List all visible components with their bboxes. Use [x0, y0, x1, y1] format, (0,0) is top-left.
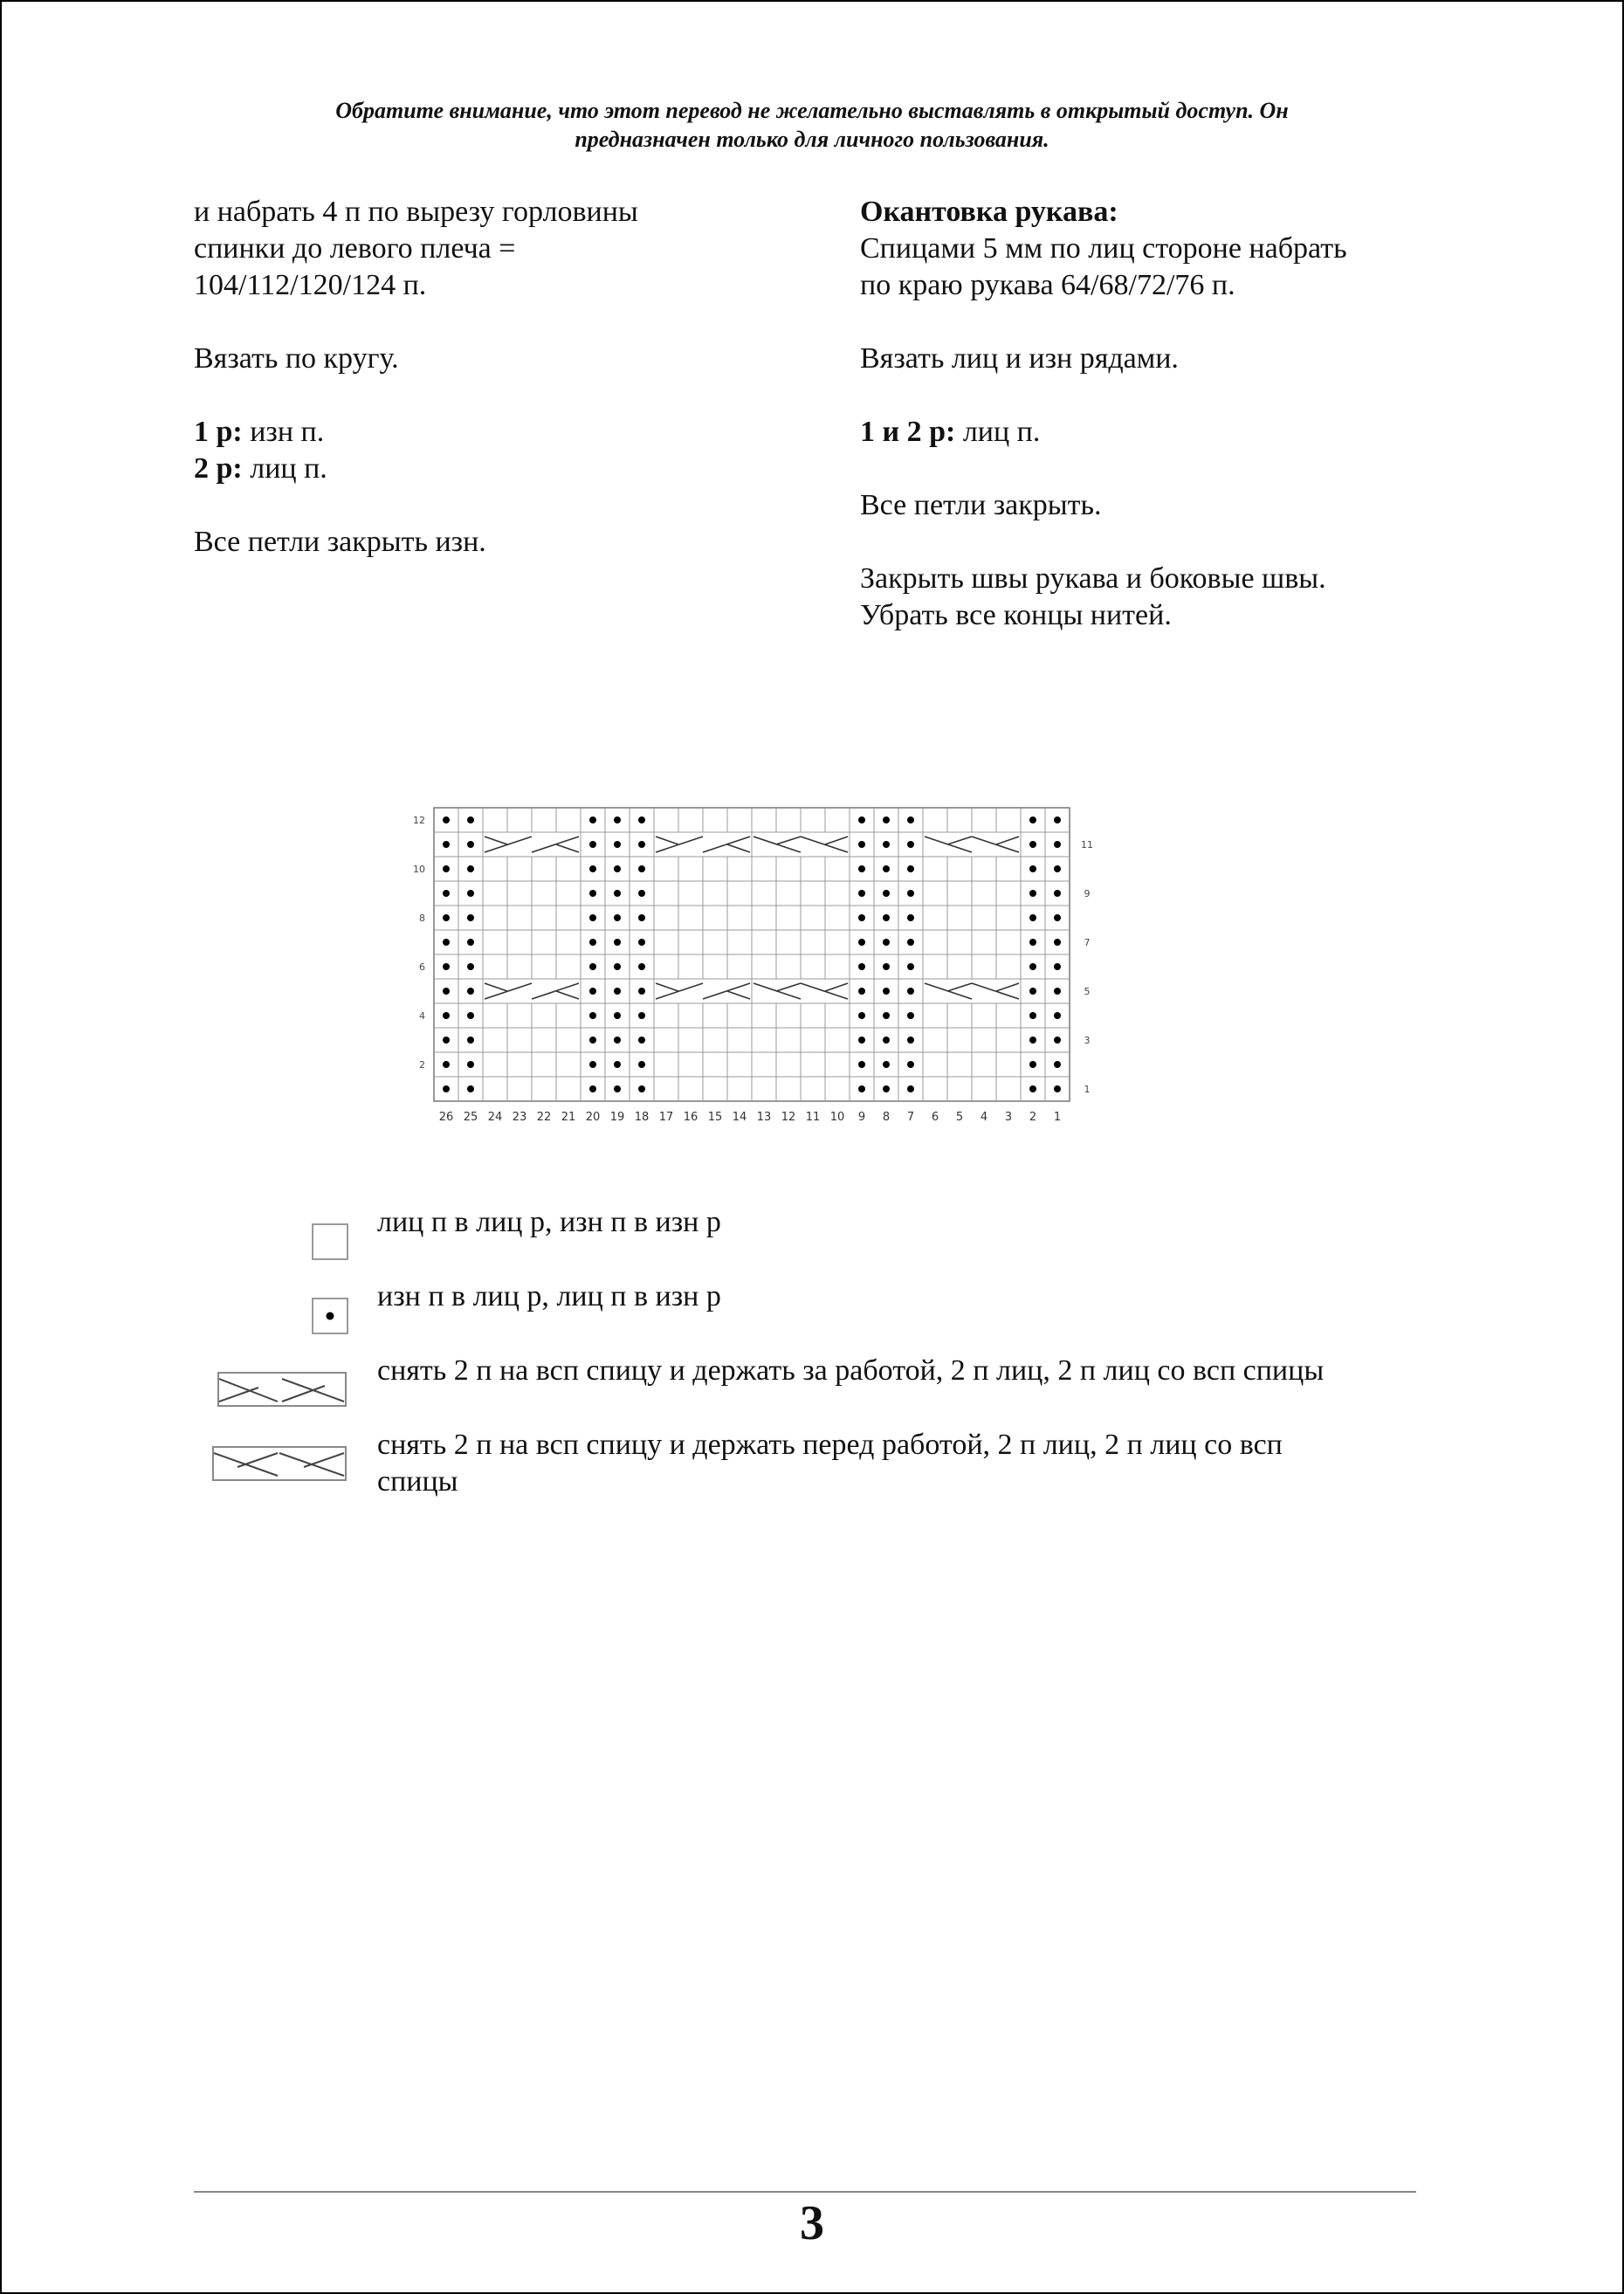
column-label: 13: [756, 1111, 772, 1124]
purl-dot: [614, 914, 621, 921]
purl-dot: [467, 963, 474, 970]
purl-dot: [614, 890, 621, 897]
right-paragraph-5: [860, 561, 1471, 634]
row-2-instruction: [194, 451, 805, 487]
purl-dot: [467, 816, 474, 823]
purl-dot: [858, 939, 865, 946]
purl-dot: [858, 1085, 865, 1092]
purl-dot: [467, 1061, 474, 1068]
column-label: 23: [512, 1111, 527, 1124]
purl-dot: [907, 963, 914, 970]
purl-dot: [443, 890, 450, 897]
column-label: 16: [683, 1111, 698, 1124]
purl-dot: [467, 841, 474, 848]
purl-dot: [638, 816, 645, 823]
column-label: 24: [487, 1111, 503, 1124]
purl-dot: [614, 1061, 621, 1068]
sleeve-edging-heading: Окантовка рукава:: [860, 196, 1118, 228]
purl-dot: [1029, 1085, 1036, 1092]
purl-dot: [1054, 841, 1061, 848]
purl-dot: [1029, 1012, 1036, 1019]
purl-dot: [614, 865, 621, 872]
column-label: 8: [882, 1111, 891, 1124]
rows-1-2-text: лиц п.: [955, 416, 1041, 448]
column-label: 17: [658, 1111, 674, 1124]
left-p1-line3: 104/112/120/124 п.: [194, 269, 427, 301]
purl-dot: [907, 890, 914, 897]
row-label-left: 2: [419, 1059, 425, 1071]
row-label-right: 5: [1084, 986, 1091, 997]
purl-dot: [1029, 841, 1036, 848]
purl-dot: [443, 1085, 450, 1092]
row-label-right: 9: [1084, 888, 1091, 899]
legend-cable-back-text: снять 2 п на всп спицу и держать за работой, 2 п лиц, 2 п лиц со всп спицы: [377, 1354, 1325, 1387]
purl-dot: [589, 890, 596, 897]
purl-dot: [614, 1012, 621, 1019]
purl-dot: [883, 1061, 890, 1068]
purl-dot: [907, 1085, 914, 1092]
purl-dot: [1054, 1012, 1061, 1019]
column-label: 14: [732, 1111, 747, 1124]
notice-line-1: Обратите внимание, что этот перевод не желательно выставлять в открытый доступ. Он: [335, 98, 1289, 123]
purl-dot: [589, 816, 596, 823]
column-label: 12: [781, 1111, 796, 1124]
column-label: 10: [829, 1111, 845, 1124]
purl-dot: [638, 841, 645, 848]
purl-dot: [614, 939, 621, 946]
purl-dot: [467, 865, 474, 872]
legend-cable-front-line1: снять 2 п на всп спицу и держать перед работой, 2 п лиц, 2 п лиц со всп: [377, 1429, 1283, 1461]
purl-symbol-icon: [311, 1297, 350, 1336]
column-label: 9: [857, 1111, 866, 1124]
purl-dot: [638, 1012, 645, 1019]
purl-dot: [907, 816, 914, 823]
page-number: 3: [800, 2196, 824, 2250]
purl-dot: [883, 988, 890, 995]
purl-dot: [443, 1012, 450, 1019]
right-paragraph-4: Все петли закрыть.: [860, 489, 1102, 521]
purl-dot: [858, 865, 865, 872]
purl-dot: [907, 988, 914, 995]
purl-dot: [443, 1061, 450, 1068]
row-label-left: 6: [419, 961, 425, 973]
purl-dot: [1029, 939, 1036, 946]
purl-dot: [1054, 890, 1061, 897]
purl-dot: [467, 1012, 474, 1019]
purl-dot: [883, 865, 890, 872]
purl-dot: [638, 914, 645, 921]
purl-dot: [614, 816, 621, 823]
purl-dot: [589, 1061, 596, 1068]
column-label: 21: [561, 1111, 576, 1124]
column-label: 11: [805, 1111, 821, 1124]
purl-dot: [883, 939, 890, 946]
left-p1-line1: и набрать 4 п по вырезу горловины: [194, 196, 638, 228]
row-label-left: 10: [413, 864, 425, 875]
purl-dot: [907, 914, 914, 921]
column-label: 6: [931, 1111, 939, 1124]
purl-dot: [1054, 816, 1061, 823]
left-column: [194, 194, 805, 597]
purl-dot: [443, 816, 450, 823]
row-label-right: 3: [1084, 1035, 1091, 1046]
purl-dot: [467, 1085, 474, 1092]
purl-dot: [1029, 1061, 1036, 1068]
knitting-chart: [0, 786, 1624, 1135]
purl-dot: [589, 1012, 596, 1019]
purl-dot: [1054, 963, 1061, 970]
row-label-left: 4: [419, 1010, 425, 1022]
column-label: 20: [585, 1111, 601, 1124]
cable-front-symbol-icon: [211, 1444, 349, 1485]
purl-dot: [589, 841, 596, 848]
right-p1-line2: по краю рукава 64/68/72/76 п.: [860, 269, 1235, 301]
right-p1-line1: Спицами 5 мм по лиц стороне набрать: [860, 232, 1347, 265]
column-label: 5: [955, 1111, 964, 1124]
purl-dot: [443, 1037, 450, 1044]
row-label-left: 8: [419, 913, 425, 924]
purl-dot: [467, 890, 474, 897]
legend-cable-front-text: [377, 1427, 1451, 1500]
purl-dot: [638, 963, 645, 970]
purl-dot: [589, 963, 596, 970]
purl-dot: [858, 1012, 865, 1019]
purl-dot: [907, 841, 914, 848]
purl-dot: [638, 988, 645, 995]
row-label-left: 12: [413, 815, 425, 826]
right-column: [860, 194, 1471, 671]
legend-cable-front-line2: спицы: [377, 1465, 458, 1498]
row-label-right: 11: [1081, 839, 1093, 851]
purl-dot: [907, 865, 914, 872]
column-label: 3: [1004, 1111, 1013, 1124]
purl-dot: [858, 1061, 865, 1068]
row-1-label: 1 р:: [194, 416, 243, 448]
purl-dot: [638, 1085, 645, 1092]
purl-dot: [467, 1037, 474, 1044]
purl-dot: [614, 988, 621, 995]
purl-dot: [883, 1037, 890, 1044]
purl-dot: [1054, 1037, 1061, 1044]
purl-dot: [858, 914, 865, 921]
rows-1-2-label: 1 и 2 р:: [860, 416, 956, 448]
purl-dot: [883, 841, 890, 848]
purl-dot: [1029, 816, 1036, 823]
purl-dot: [443, 963, 450, 970]
purl-dot: [614, 841, 621, 848]
purl-dot: [1029, 988, 1036, 995]
purl-dot: [1054, 914, 1061, 921]
purl-dot: [614, 963, 621, 970]
purl-dot: [1054, 1085, 1061, 1092]
purl-dot: [467, 914, 474, 921]
right-p5-line1: Закрыть швы рукава и боковые швы.: [860, 562, 1326, 595]
purl-dot: [614, 1037, 621, 1044]
purl-dot: [1029, 865, 1036, 872]
purl-dot: [589, 988, 596, 995]
purl-dot: [614, 1085, 621, 1092]
purl-dot: [589, 865, 596, 872]
cable-back-symbol-icon: [217, 1370, 349, 1410]
purl-dot: [907, 1037, 914, 1044]
purl-dot: [589, 914, 596, 921]
column-label: 26: [438, 1111, 454, 1124]
purl-dot: [443, 865, 450, 872]
translation-notice: [201, 96, 1423, 154]
purl-dot: [1054, 1061, 1061, 1068]
purl-dot: [443, 988, 450, 995]
right-paragraph-1: [860, 194, 1471, 304]
column-label: 2: [1029, 1111, 1037, 1124]
right-rows-instruction: [860, 414, 1471, 451]
purl-dot: [883, 890, 890, 897]
left-p1-line2: спинки до левого плеча =: [194, 232, 516, 265]
purl-dot: [1029, 963, 1036, 970]
column-label: 1: [1053, 1111, 1062, 1124]
purl-dot: [1054, 939, 1061, 946]
purl-dot: [638, 1037, 645, 1044]
row-label-right: 7: [1084, 937, 1091, 948]
purl-dot: [883, 816, 890, 823]
column-label: 22: [536, 1111, 552, 1124]
left-paragraph-4: Все петли закрыть изн.: [194, 526, 486, 558]
purl-dot: [907, 1061, 914, 1068]
purl-dot: [858, 963, 865, 970]
notice-line-2: предназначен только для личного пользования.: [575, 127, 1049, 152]
row-2-text: лиц п.: [242, 452, 327, 485]
row-1-instruction: [194, 414, 805, 451]
purl-dot: [467, 939, 474, 946]
row-label-right: 1: [1084, 1084, 1091, 1095]
purl-dot: [1054, 988, 1061, 995]
purl-dot: [883, 1085, 890, 1092]
column-label: 18: [634, 1111, 650, 1124]
purl-dot: [638, 890, 645, 897]
purl-dot: [858, 890, 865, 897]
right-paragraph-2: Вязать лиц и изн рядами.: [860, 342, 1179, 375]
left-paragraph-2: Вязать по кругу.: [194, 342, 399, 375]
purl-dot: [638, 1061, 645, 1068]
purl-dot: [858, 988, 865, 995]
purl-dot: [638, 939, 645, 946]
purl-dot: [883, 1012, 890, 1019]
row-2-label: 2 р:: [194, 452, 243, 485]
column-label: 7: [906, 1111, 915, 1124]
column-label: 19: [609, 1111, 625, 1124]
right-p5-line2: Убрать все концы нитей.: [860, 599, 1172, 631]
column-label: 25: [463, 1111, 478, 1124]
column-label: 4: [980, 1111, 988, 1124]
purl-dot: [1029, 890, 1036, 897]
row-1-text: изн п.: [242, 416, 325, 448]
knit-symbol-icon: [311, 1223, 350, 1262]
purl-dot: [1054, 865, 1061, 872]
legend-purl-text: изн п в лиц р, лиц п в изн р: [377, 1280, 721, 1312]
purl-dot: [1029, 1037, 1036, 1044]
purl-dot: [589, 939, 596, 946]
column-label: 15: [707, 1111, 723, 1124]
purl-dot: [858, 841, 865, 848]
purl-dot: [858, 1037, 865, 1044]
purl-dot: [443, 841, 450, 848]
knitting-chart-svg: [0, 786, 1624, 1135]
purl-dot: [589, 1085, 596, 1092]
legend-knit-text: лиц п в лиц р, изн п в изн р: [377, 1206, 721, 1238]
purl-dot: [589, 1037, 596, 1044]
purl-dot: [1029, 914, 1036, 921]
purl-dot: [907, 939, 914, 946]
purl-dot: [443, 939, 450, 946]
purl-dot: [883, 963, 890, 970]
purl-dot: [907, 1012, 914, 1019]
left-paragraph-1: [194, 194, 805, 304]
purl-dot: [883, 914, 890, 921]
purl-dot: [858, 816, 865, 823]
purl-dot: [443, 914, 450, 921]
purl-dot: [638, 865, 645, 872]
purl-dot: [467, 988, 474, 995]
left-rows-instructions: [194, 414, 805, 487]
